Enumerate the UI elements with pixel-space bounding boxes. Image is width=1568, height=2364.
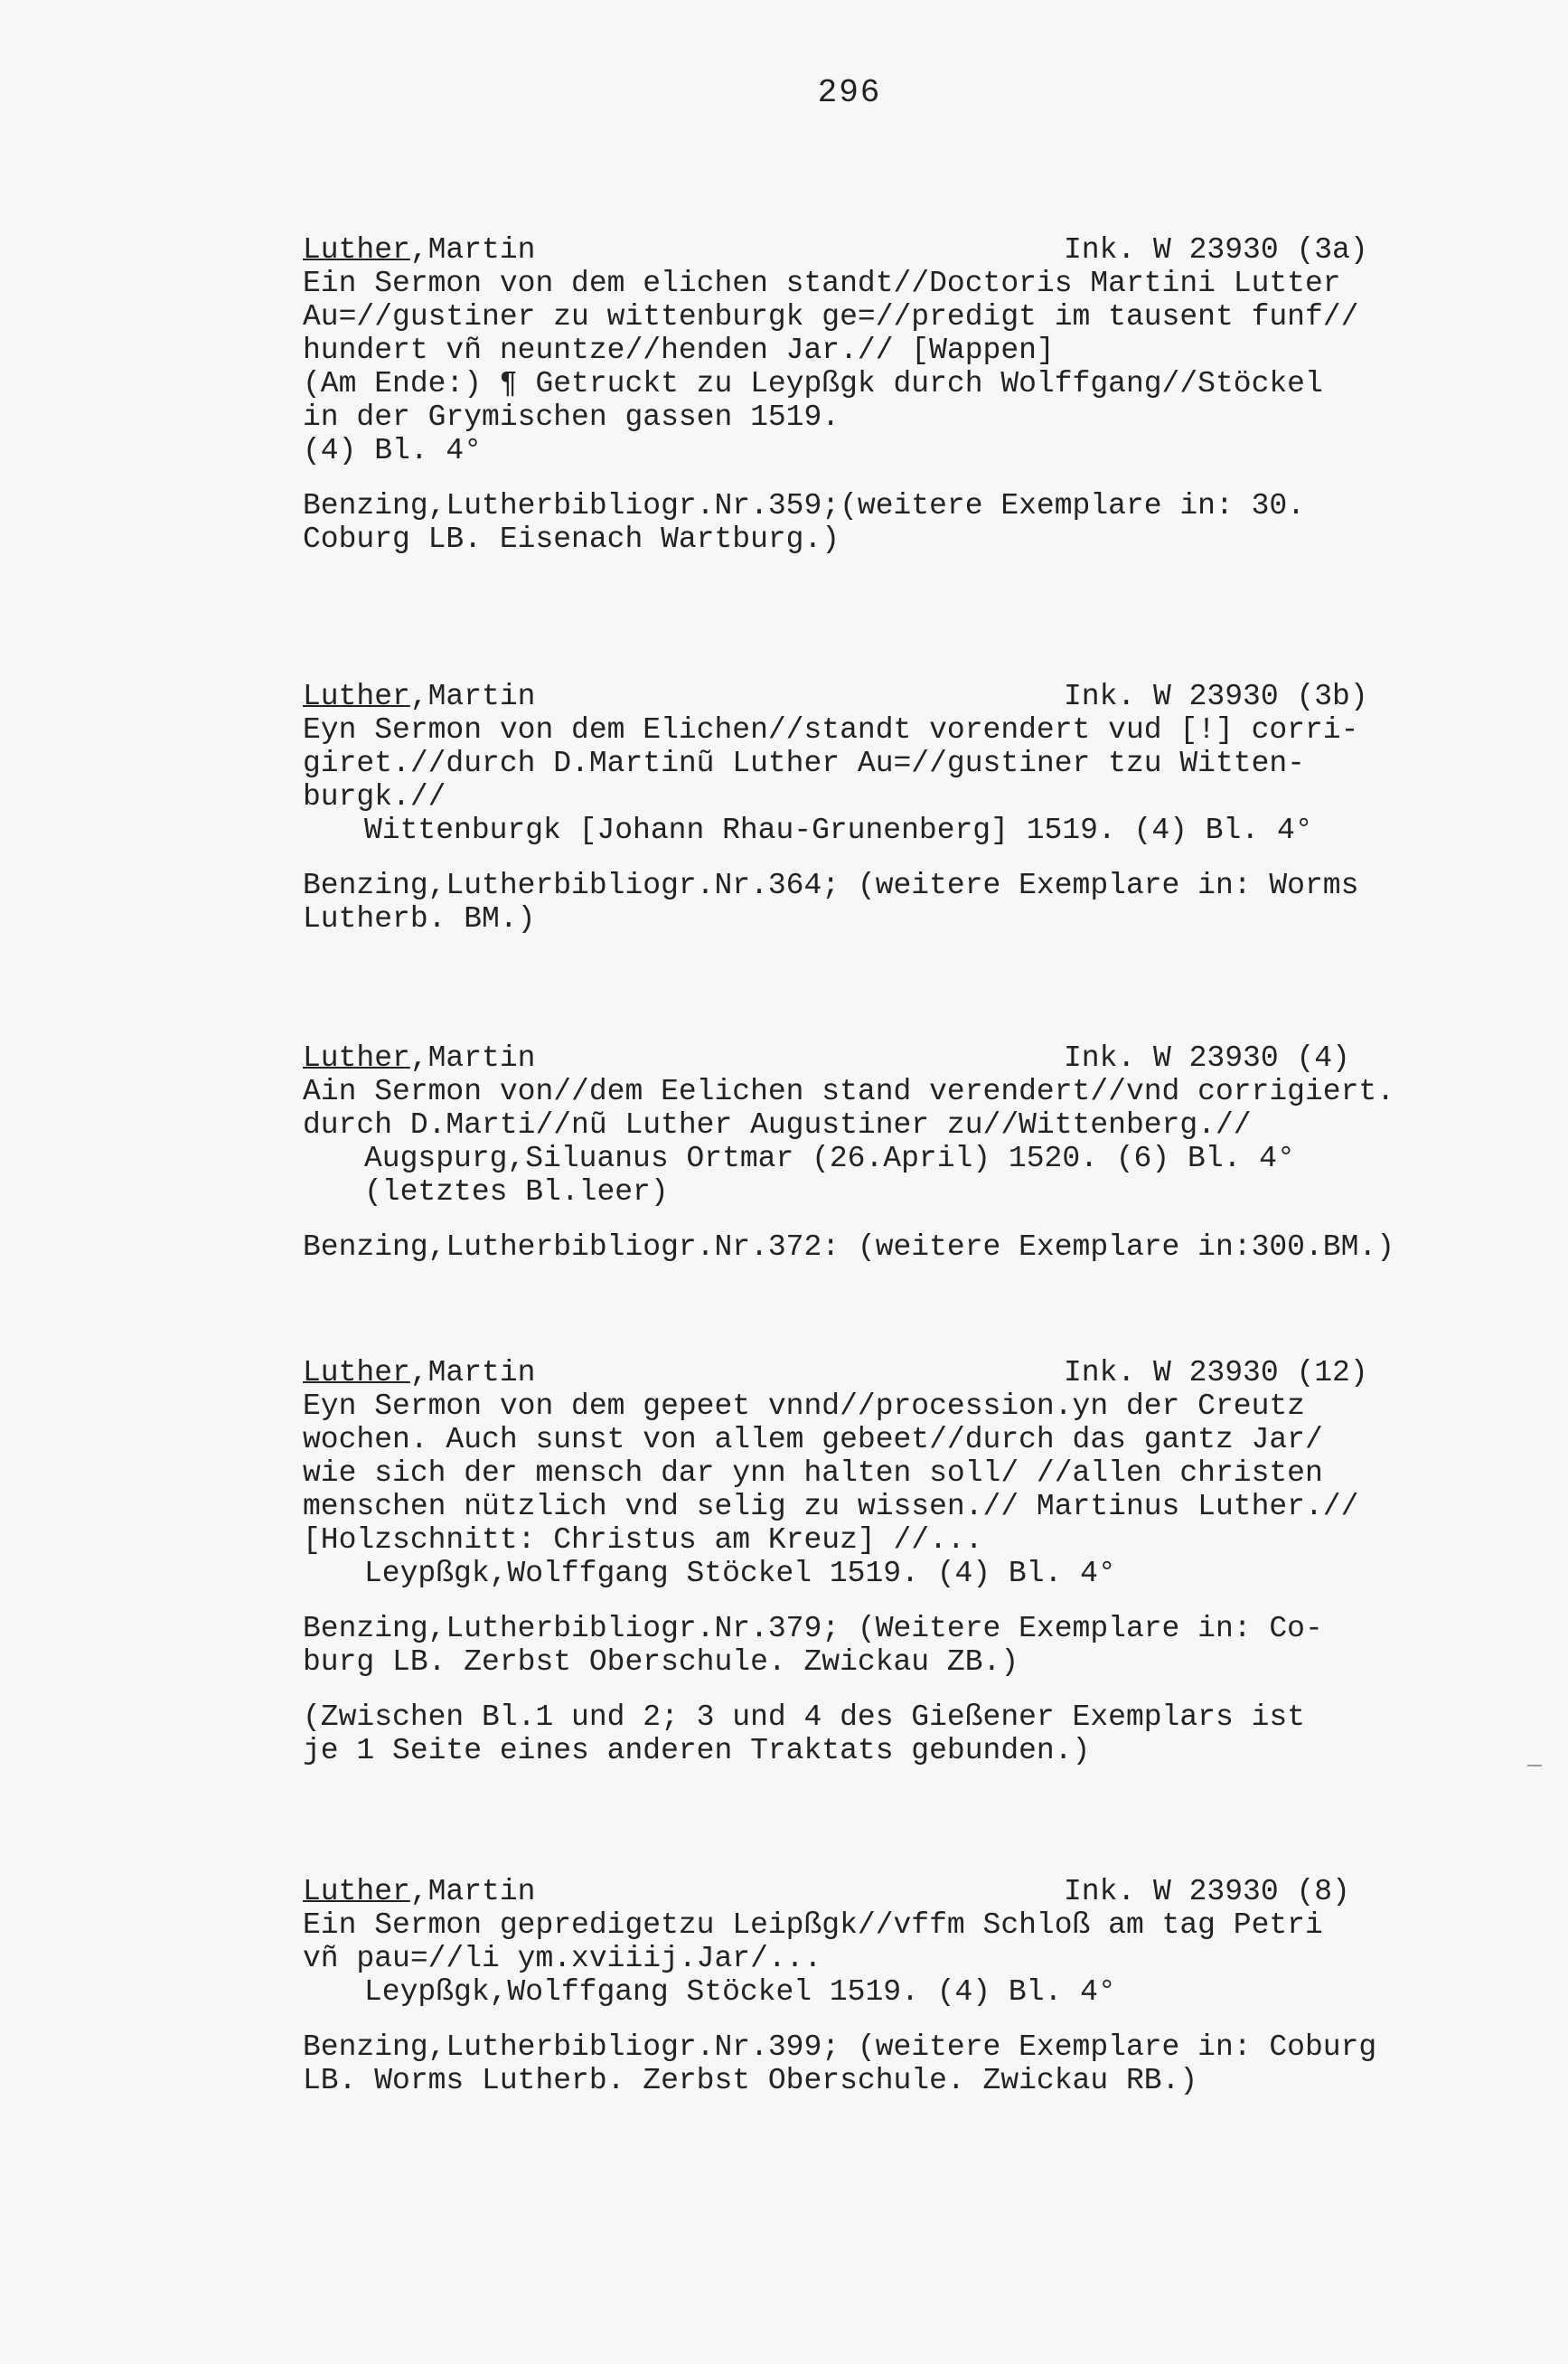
entry-title-line: Eyn Sermon von dem Elichen//standt vorendert vud [!] corri- xyxy=(303,713,1359,747)
entry-title-line: Ein Sermon von dem elichen standt//Doctoris Martini Lutter xyxy=(303,267,1341,300)
entry-imprint-line: (letztes Bl.leer) xyxy=(364,1175,669,1209)
catalog-entry xyxy=(303,1875,1469,2097)
entry-reference-line: Lutherb. BM.) xyxy=(303,902,536,936)
entry-imprint-line: Augspurg,Siluanus Ortmar (26.April) 1520. (6) Bl. 4° xyxy=(364,1142,1295,1175)
entry-author: Luther xyxy=(303,1041,410,1075)
entry-author: Luther xyxy=(303,1875,410,1908)
entry-ink-number: Ink. W 23930 (12) xyxy=(1064,1356,1368,1389)
entry-reference-line: LB. Worms Lutherb. Zerbst Oberschule. Zwickau RB.) xyxy=(303,2064,1198,2097)
entry-reference-line: burg LB. Zerbst Oberschule. Zwickau ZB.) xyxy=(303,1645,1019,1679)
catalog-entry xyxy=(303,1041,1469,1264)
entry-title-line: in der Grymischen gassen 1519. xyxy=(303,400,840,434)
entry-author-given-name: ,Martin xyxy=(409,1041,536,1075)
entry-author: Luther xyxy=(303,1356,410,1389)
entry-title-line: burgk.// xyxy=(303,780,446,814)
entry-title-line: durch D.Marti//nũ Luther Augustiner zu//Wittenberg.// xyxy=(303,1108,1252,1142)
entry-title-line: Eyn Sermon von dem gepeet vnnd//procession.yn der Creutz xyxy=(303,1389,1305,1423)
entry-reference-line: Benzing,Lutherbibliogr.Nr.372: (weitere Exemplare in:300.BM.) xyxy=(303,1230,1394,1264)
entry-imprint-line: Wittenburgk [Johann Rhau-Grunenberg] 1519. (4) Bl. 4° xyxy=(364,814,1313,847)
entry-title-line: vñ pau=//li ym.xviiij.Jar/... xyxy=(303,1942,822,1975)
catalog-entry xyxy=(303,680,1469,936)
entry-title-line: (4) Bl. 4° xyxy=(303,434,483,467)
catalog-entry xyxy=(303,1356,1469,1767)
entry-author: Luther xyxy=(303,680,410,713)
entry-reference-line: Benzing,Lutherbibliogr.Nr.399; (weitere Exemplare in: Coburg xyxy=(303,2030,1377,2064)
entry-title-line: [Holzschnitt: Christus am Kreuz] //... xyxy=(303,1523,983,1557)
entry-title-line: wochen. Auch sunst von allem gebeet//durch das gantz Jar/ xyxy=(303,1423,1323,1456)
entry-ink-number: Ink. W 23930 (3a) xyxy=(1064,233,1368,267)
entry-title-line: menschen nützlich vnd selig zu wissen.// Martinus Luther.// xyxy=(303,1490,1359,1523)
entry-note-line: (Zwischen Bl.1 und 2; 3 und 4 des Gießener Exemplars ist xyxy=(303,1700,1305,1734)
entry-reference-line: Coburg LB. Eisenach Wartburg.) xyxy=(303,523,840,556)
entry-imprint-line: Leypßgk,Wolffgang Stöckel 1519. (4) Bl. 4° xyxy=(364,1557,1116,1590)
entry-header xyxy=(303,233,1469,267)
entry-title-line: Ein Sermon gepredigetzu Leipßgk//vffm Schloß am tag Petri xyxy=(303,1908,1323,1942)
entry-author-given-name: ,Martin xyxy=(409,1356,536,1389)
entry-ink-number: Ink. W 23930 (4) xyxy=(1064,1041,1350,1075)
entry-author-given-name: ,Martin xyxy=(409,1875,536,1908)
entry-reference-line: Benzing,Lutherbibliogr.Nr.379; (Weitere Exemplare in: Co- xyxy=(303,1612,1323,1645)
entry-ink-number: Ink. W 23930 (8) xyxy=(1064,1875,1350,1908)
entry-title-line: Ain Sermon von//dem Eelichen stand verendert//vnd corrigiert. xyxy=(303,1075,1394,1108)
entry-header xyxy=(303,680,1469,713)
entry-imprint-line: Leypßgk,Wolffgang Stöckel 1519. (4) Bl. 4° xyxy=(364,1975,1116,2009)
page-number: 296 xyxy=(817,74,882,111)
entry-title-line: (Am Ende:) ¶ Getruckt zu Leypßgk durch Wolffgang//Stöckel xyxy=(303,367,1323,400)
entry-title-line: Au=//gustiner zu wittenburgk ge=//predigt im tausent funf// xyxy=(303,300,1359,334)
entry-title-line: hundert vñ neuntze//henden Jar.// [Wappen] xyxy=(303,334,1055,367)
entry-header xyxy=(303,1356,1469,1389)
entry-author-given-name: ,Martin xyxy=(409,233,536,267)
entry-note-line: je 1 Seite eines anderen Traktats gebunden.) xyxy=(303,1734,1091,1767)
entry-reference-line: Benzing,Lutherbibliogr.Nr.364; (weitere Exemplare in: Worms xyxy=(303,869,1359,902)
margin-mark xyxy=(1527,1765,1542,1766)
entry-header xyxy=(303,1875,1469,1908)
entry-author: Luther xyxy=(303,233,410,267)
entry-title-line: giret.//durch D.Martinũ Luther Au=//gustiner tzu Witten- xyxy=(303,747,1305,780)
catalog-entry xyxy=(303,233,1469,556)
entry-reference-line: Benzing,Lutherbibliogr.Nr.359;(weitere Exemplare in: 30. xyxy=(303,489,1305,523)
entry-title-line: wie sich der mensch dar ynn halten soll/ //allen christen xyxy=(303,1456,1323,1490)
entry-header xyxy=(303,1041,1469,1075)
entry-author-given-name: ,Martin xyxy=(409,680,536,713)
entry-ink-number: Ink. W 23930 (3b) xyxy=(1064,680,1368,713)
